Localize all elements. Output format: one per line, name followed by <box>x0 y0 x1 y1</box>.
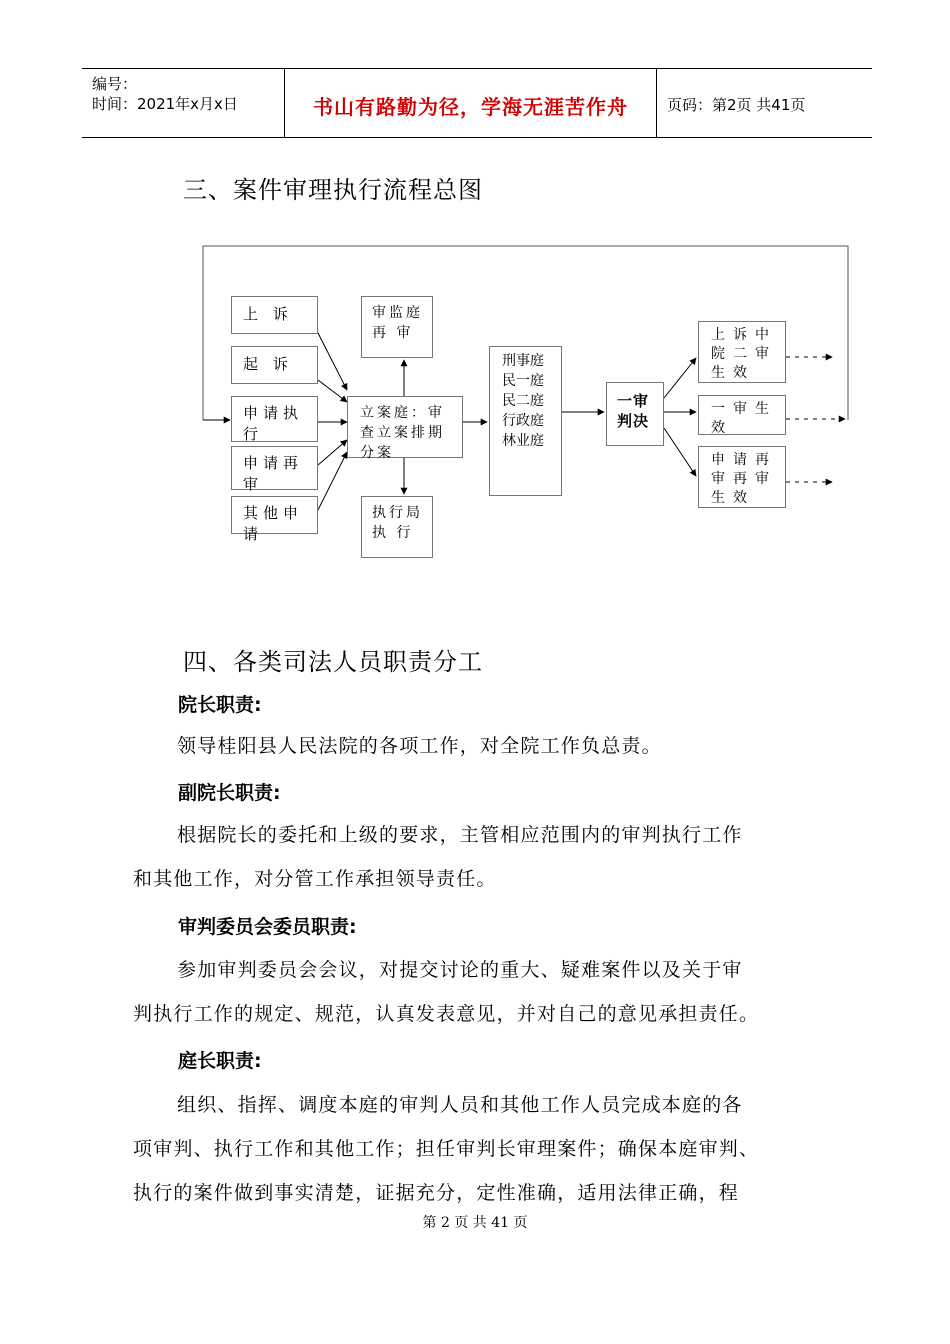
flow-node-lawsuit <box>231 346 318 384</box>
document-date-label: 时间：2021年x月x日 <box>92 95 238 113</box>
role-heading-division-chief: 庭长职责: <box>178 1050 262 1072</box>
flow-node-label: 申请再审 <box>243 454 304 493</box>
flow-node-label: 其他申请 <box>243 504 304 543</box>
flow-node-label: 立案庭：审查立案排期分案 <box>360 405 445 461</box>
flow-node-outcome-appeal <box>698 321 786 383</box>
flow-node-outcome-retrial <box>698 446 786 508</box>
paragraph-line: 执行的案件做到事实清楚，证据充分，定性准确，适用法律正确，程 <box>133 1182 740 1204</box>
document-number-label: 编号： <box>92 75 138 93</box>
header-motto: 书山有路勤为径，学海无涯苦作舟 <box>313 95 628 119</box>
paragraph-line: 和其他工作，对分管工作承担领导责任。 <box>133 868 497 890</box>
flow-node-label: 申请执行 <box>243 404 304 443</box>
flow-node-appeal <box>231 296 318 334</box>
flow-node-apply-retrial <box>231 446 318 493</box>
division-label: 民一庭 <box>502 373 544 389</box>
flow-node-other-applications <box>231 496 318 543</box>
paragraph-line: 根据院长的委托和上级的要求，主管相应范围内的审判执行工作 <box>177 824 743 846</box>
flow-node-label: 上诉中院二审生效 <box>711 327 777 381</box>
flow-node-outcome-first-instance <box>698 395 786 435</box>
section-4-title: 四、各类司法人员职责分工 <box>183 648 483 676</box>
page-header <box>82 68 872 138</box>
division-label: 林业庭 <box>502 433 544 449</box>
flow-node-supervision-retrial <box>361 296 433 358</box>
role-text-committee-member <box>133 948 833 1036</box>
page-footer: 第 2 页 共 41 页 <box>422 1215 528 1231</box>
flow-node-first-judgment <box>606 382 664 446</box>
division-label: 刑事庭 <box>502 353 544 369</box>
paragraph-line: 判执行工作的规定、规范，认真发表意见，并对自己的意见承担责任。 <box>133 1003 760 1025</box>
paragraph-line: 项审判、执行工作和其他工作；担任审判长审理案件；确保本庭审判、 <box>133 1138 760 1160</box>
role-heading-president: 院长职责: <box>178 694 262 716</box>
role-heading-committee-member: 审判委员会委员职责: <box>178 916 357 938</box>
flow-node-label: 起 诉 <box>243 355 293 373</box>
flow-node-label: 审监庭再 审 <box>372 305 423 341</box>
paragraph-line: 组织、指挥、调度本庭的审判人员和其他工作人员完成本庭的各 <box>177 1094 743 1116</box>
flow-node-label: 一审判决 <box>617 392 650 430</box>
role-text-division-chief <box>133 1083 833 1215</box>
division-label: 行政庭 <box>502 413 544 429</box>
flow-node-label: 上 诉 <box>243 305 293 323</box>
header-meta-cell <box>82 69 285 137</box>
header-page-cell <box>657 69 872 137</box>
flow-node-apply-enforcement <box>231 396 318 442</box>
section-3-title: 三、案件审理执行流程总图 <box>183 176 483 204</box>
header-page-number: 页码：第2页 共41页 <box>667 96 806 114</box>
role-text-president <box>133 724 833 768</box>
header-motto-cell <box>285 69 657 137</box>
flow-node-label: 执行局执 行 <box>372 505 423 541</box>
flow-node-trial-divisions <box>489 346 562 496</box>
paragraph-line: 领导桂阳县人民法院的各项工作，对全院工作负总责。 <box>177 735 662 757</box>
division-label: 民二庭 <box>502 393 544 409</box>
role-text-vice-president <box>133 813 833 901</box>
flow-node-label: 申请再审再审生效 <box>711 452 777 506</box>
flow-node-filing-division <box>347 396 463 461</box>
flow-node-label: 一审生效 <box>711 401 777 436</box>
paragraph-line: 参加审判委员会会议，对提交讨论的重大、疑难案件以及关于审 <box>177 959 743 981</box>
flow-node-enforcement-bureau <box>361 496 433 558</box>
role-heading-vice-president: 副院长职责: <box>178 782 281 804</box>
